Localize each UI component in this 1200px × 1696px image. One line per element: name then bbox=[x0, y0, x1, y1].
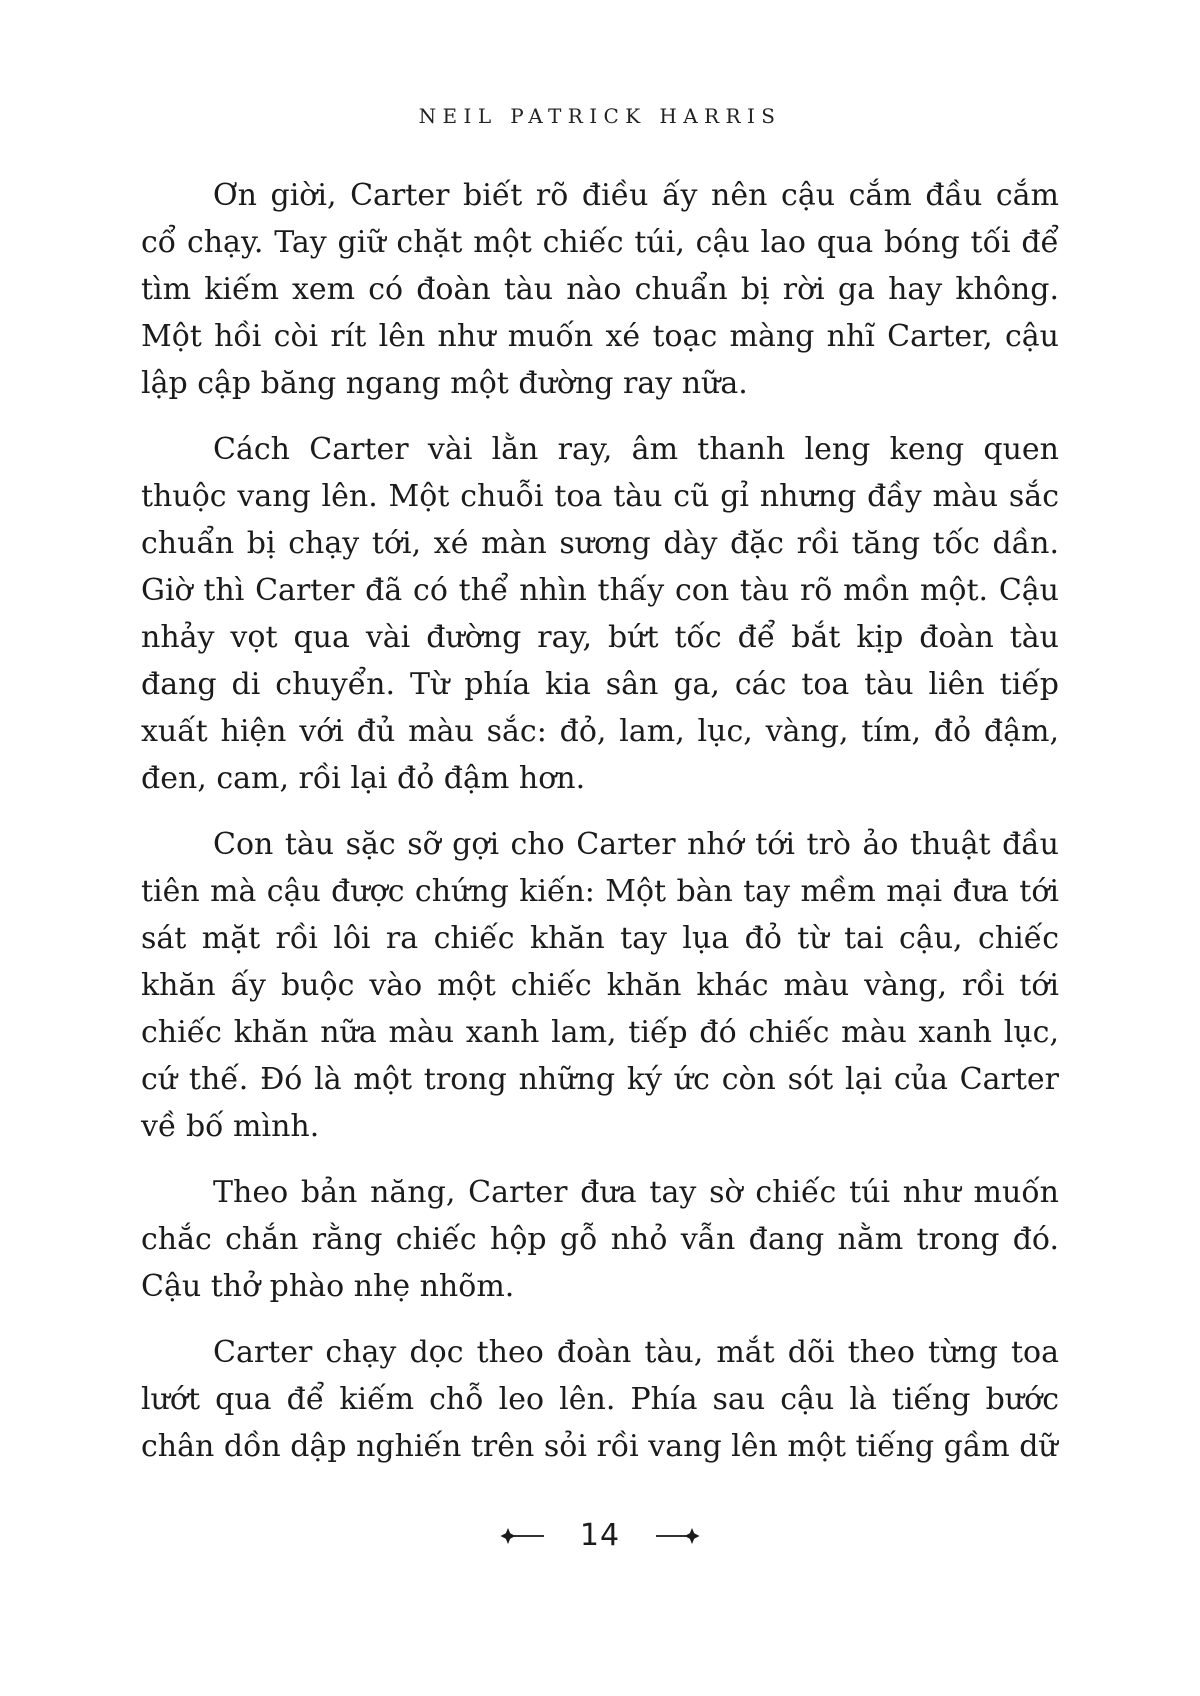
paragraph: Ơn giời, Carter biết rõ điều ấy nên cậu cắm đầu cắm cổ chạy. Tay giữ chặt một chiếc túi, cậu lao qua bóng tối để tìm kiếm xem có đoàn tàu nào chuẩn bị rời ga hay không. Một hồi còi rít lên như muốn xé toạc màng nhĩ Carter, cậu lập cập băng ngang một đường ray nữa. bbox=[141, 178, 1059, 401]
page-footer bbox=[0, 1518, 1200, 1553]
paragraph: Carter chạy dọc theo đoàn tàu, mắt dõi theo từng toa lướt qua để kiếm chỗ leo lên. Phía sau cậu là tiếng bước chân dồn dập nghiến trên sỏi rồi vang lên một tiếng gầm dữ bbox=[141, 1335, 1059, 1464]
shooting-star-left-icon bbox=[498, 1526, 546, 1546]
shooting-star-right-icon bbox=[654, 1526, 702, 1546]
body-text-block bbox=[141, 172, 1059, 1489]
page-number: 14 bbox=[579, 1518, 621, 1553]
paragraph: Con tàu sặc sỡ gợi cho Carter nhớ tới trò ảo thuật đầu tiên mà cậu được chứng kiến: Một bàn tay mềm mại đưa tới sát mặt rồi lôi ra chiếc khăn tay lụa đỏ từ tai cậu, chiếc khăn ấy buộc vào một chiếc khăn khác màu vàng, rồi tới chiếc khăn nữa màu xanh lam, tiếp đó chiếc màu xanh lục, cứ thế. Đó là một trong những ký ức còn sót lại của Carter về bố mình. bbox=[141, 827, 1059, 1144]
paragraph: Theo bản năng, Carter đưa tay sờ chiếc túi như muốn chắc chắn rằng chiếc hộp gỗ nhỏ vẫn đang nằm trong đó. Cậu thở phào nhẹ nhõm. bbox=[141, 1175, 1059, 1304]
paragraph: Cách Carter vài lằn ray, âm thanh leng keng quen thuộc vang lên. Một chuỗi toa tàu cũ gỉ nhưng đầy màu sắc chuẩn bị chạy tới, xé màn sương dày đặc rồi tăng tốc dần. Giờ thì Carter đã có thể nhìn thấy con tàu rõ mồn một. Cậu nhảy vọt qua vài đường ray, bứt tốc để bắt kịp đoàn tàu đang di chuyển. Từ phía kia sân ga, các toa tàu liên tiếp xuất hiện với đủ màu sắc: đỏ, lam, lục, vàng, tím, đỏ đậm, đen, cam, rồi lại đỏ đậm hơn. bbox=[141, 432, 1059, 796]
running-header-author: NEIL PATRICK HARRIS bbox=[418, 104, 782, 128]
